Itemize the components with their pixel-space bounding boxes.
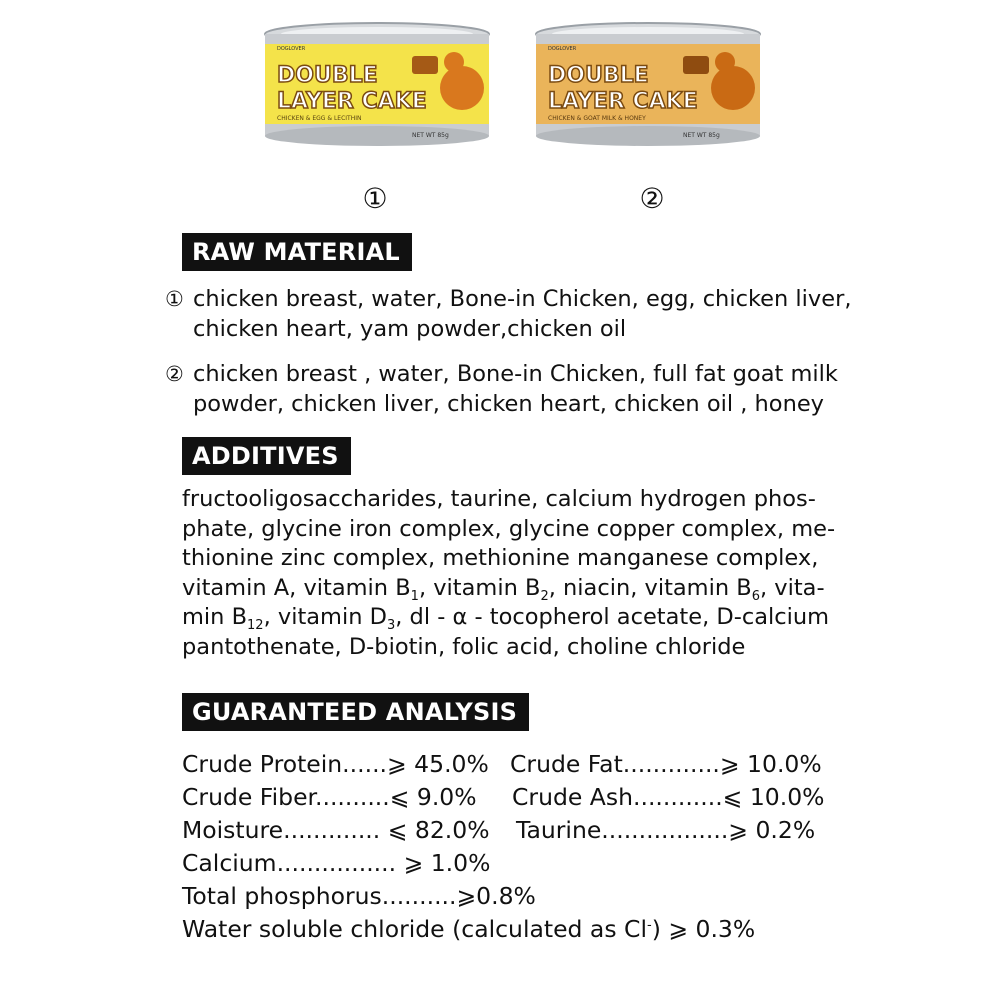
raw-item-2-line-2: powder, chicken liver, chicken heart, chicken oil , honey — [193, 390, 824, 417]
analysis-phosphorus: Total phosphorus..........⩾0.8% — [182, 882, 536, 910]
can-1-brand: DOGLOVER — [277, 46, 306, 52]
analysis-calcium: Calcium................ ⩾ 1.0% — [182, 849, 491, 877]
analysis-crude-fiber: Crude Fiber..........⩽ 9.0% — [182, 783, 477, 811]
analysis-moisture: Moisture............. ⩽ 82.0% — [182, 816, 490, 844]
additives-heading: ADDITIVES — [182, 437, 351, 475]
can-1-flavor: CHICKEN & EGG & LECITHIN — [277, 115, 362, 122]
can-2-illustration — [533, 20, 763, 150]
can-2-title-line1: DOUBLE — [548, 63, 649, 88]
can-1-title-line2: LAYER CAKE — [277, 89, 427, 114]
raw-item-1-marker: ① — [165, 287, 184, 311]
can-number-1: ① — [362, 182, 388, 215]
analysis-crude-fat: Crude Fat.............⩾ 10.0% — [510, 750, 822, 778]
raw-item-2-line-1: chicken breast , water, Bone-in Chicken, full fat goat milk — [193, 361, 838, 387]
analysis-taurine: Taurine.................⩾ 0.2% — [516, 816, 816, 844]
additives-line-1: fructooligosaccharides, taurine, calcium hydrogen phos- — [182, 486, 816, 512]
additives-line-5: $\min B_{12}$, vitamin $D_3$, dl - α - tocopherol acetate, D-calcium — [182, 604, 830, 633]
can-1-illustration — [262, 20, 492, 150]
additives-text — [182, 485, 835, 662]
additives-line-4: vitamin A, vitamin $B_1$, vitamin $B_2$, niacin, vitamin $B_6$, vita- — [182, 574, 825, 604]
can-number-2: ② — [639, 182, 665, 215]
additives-line-6: pantothenate, D-biotin, folic acid, choline chloride — [182, 633, 746, 660]
additives-line-2: phate, glycine iron complex, glycine copper complex, me- — [182, 515, 836, 542]
can-2-net-weight: NET WT 85g — [683, 132, 720, 139]
product-can-1 — [262, 20, 492, 150]
analysis-crude-protein: Crude Protein......⩾ 45.0% — [182, 750, 489, 778]
raw-material-heading: RAW MATERIAL — [182, 233, 412, 271]
raw-item-1-line-1: chicken breast, water, Bone-in Chicken, egg, chicken liver, — [193, 286, 852, 312]
analysis-chloride: Water soluble chloride (calculated as Cl-) ⩾ 0.3% — [182, 915, 756, 943]
raw-item-2-marker: ② — [165, 362, 184, 386]
can-2-title-line2: LAYER CAKE — [548, 89, 698, 114]
can-1-title-line1: DOUBLE — [277, 63, 378, 88]
can-2-flavor: CHICKEN & GOAT MILK & HONEY — [548, 115, 646, 122]
analysis-crude-ash: Crude Ash............⩽ 10.0% — [512, 783, 825, 811]
raw-material-item-2 — [165, 360, 838, 419]
can-1-net-weight: NET WT 85g — [412, 132, 449, 139]
additives-line-3: thionine zinc complex, methionine manganese complex, — [182, 545, 819, 571]
product-can-2 — [533, 20, 763, 150]
can-2-brand: DOGLOVER — [548, 46, 577, 52]
raw-material-item-1 — [165, 285, 852, 344]
raw-item-1-line-2: chicken heart, yam powder,chicken oil — [193, 315, 627, 342]
analysis-heading: GUARANTEED ANALYSIS — [182, 693, 529, 731]
